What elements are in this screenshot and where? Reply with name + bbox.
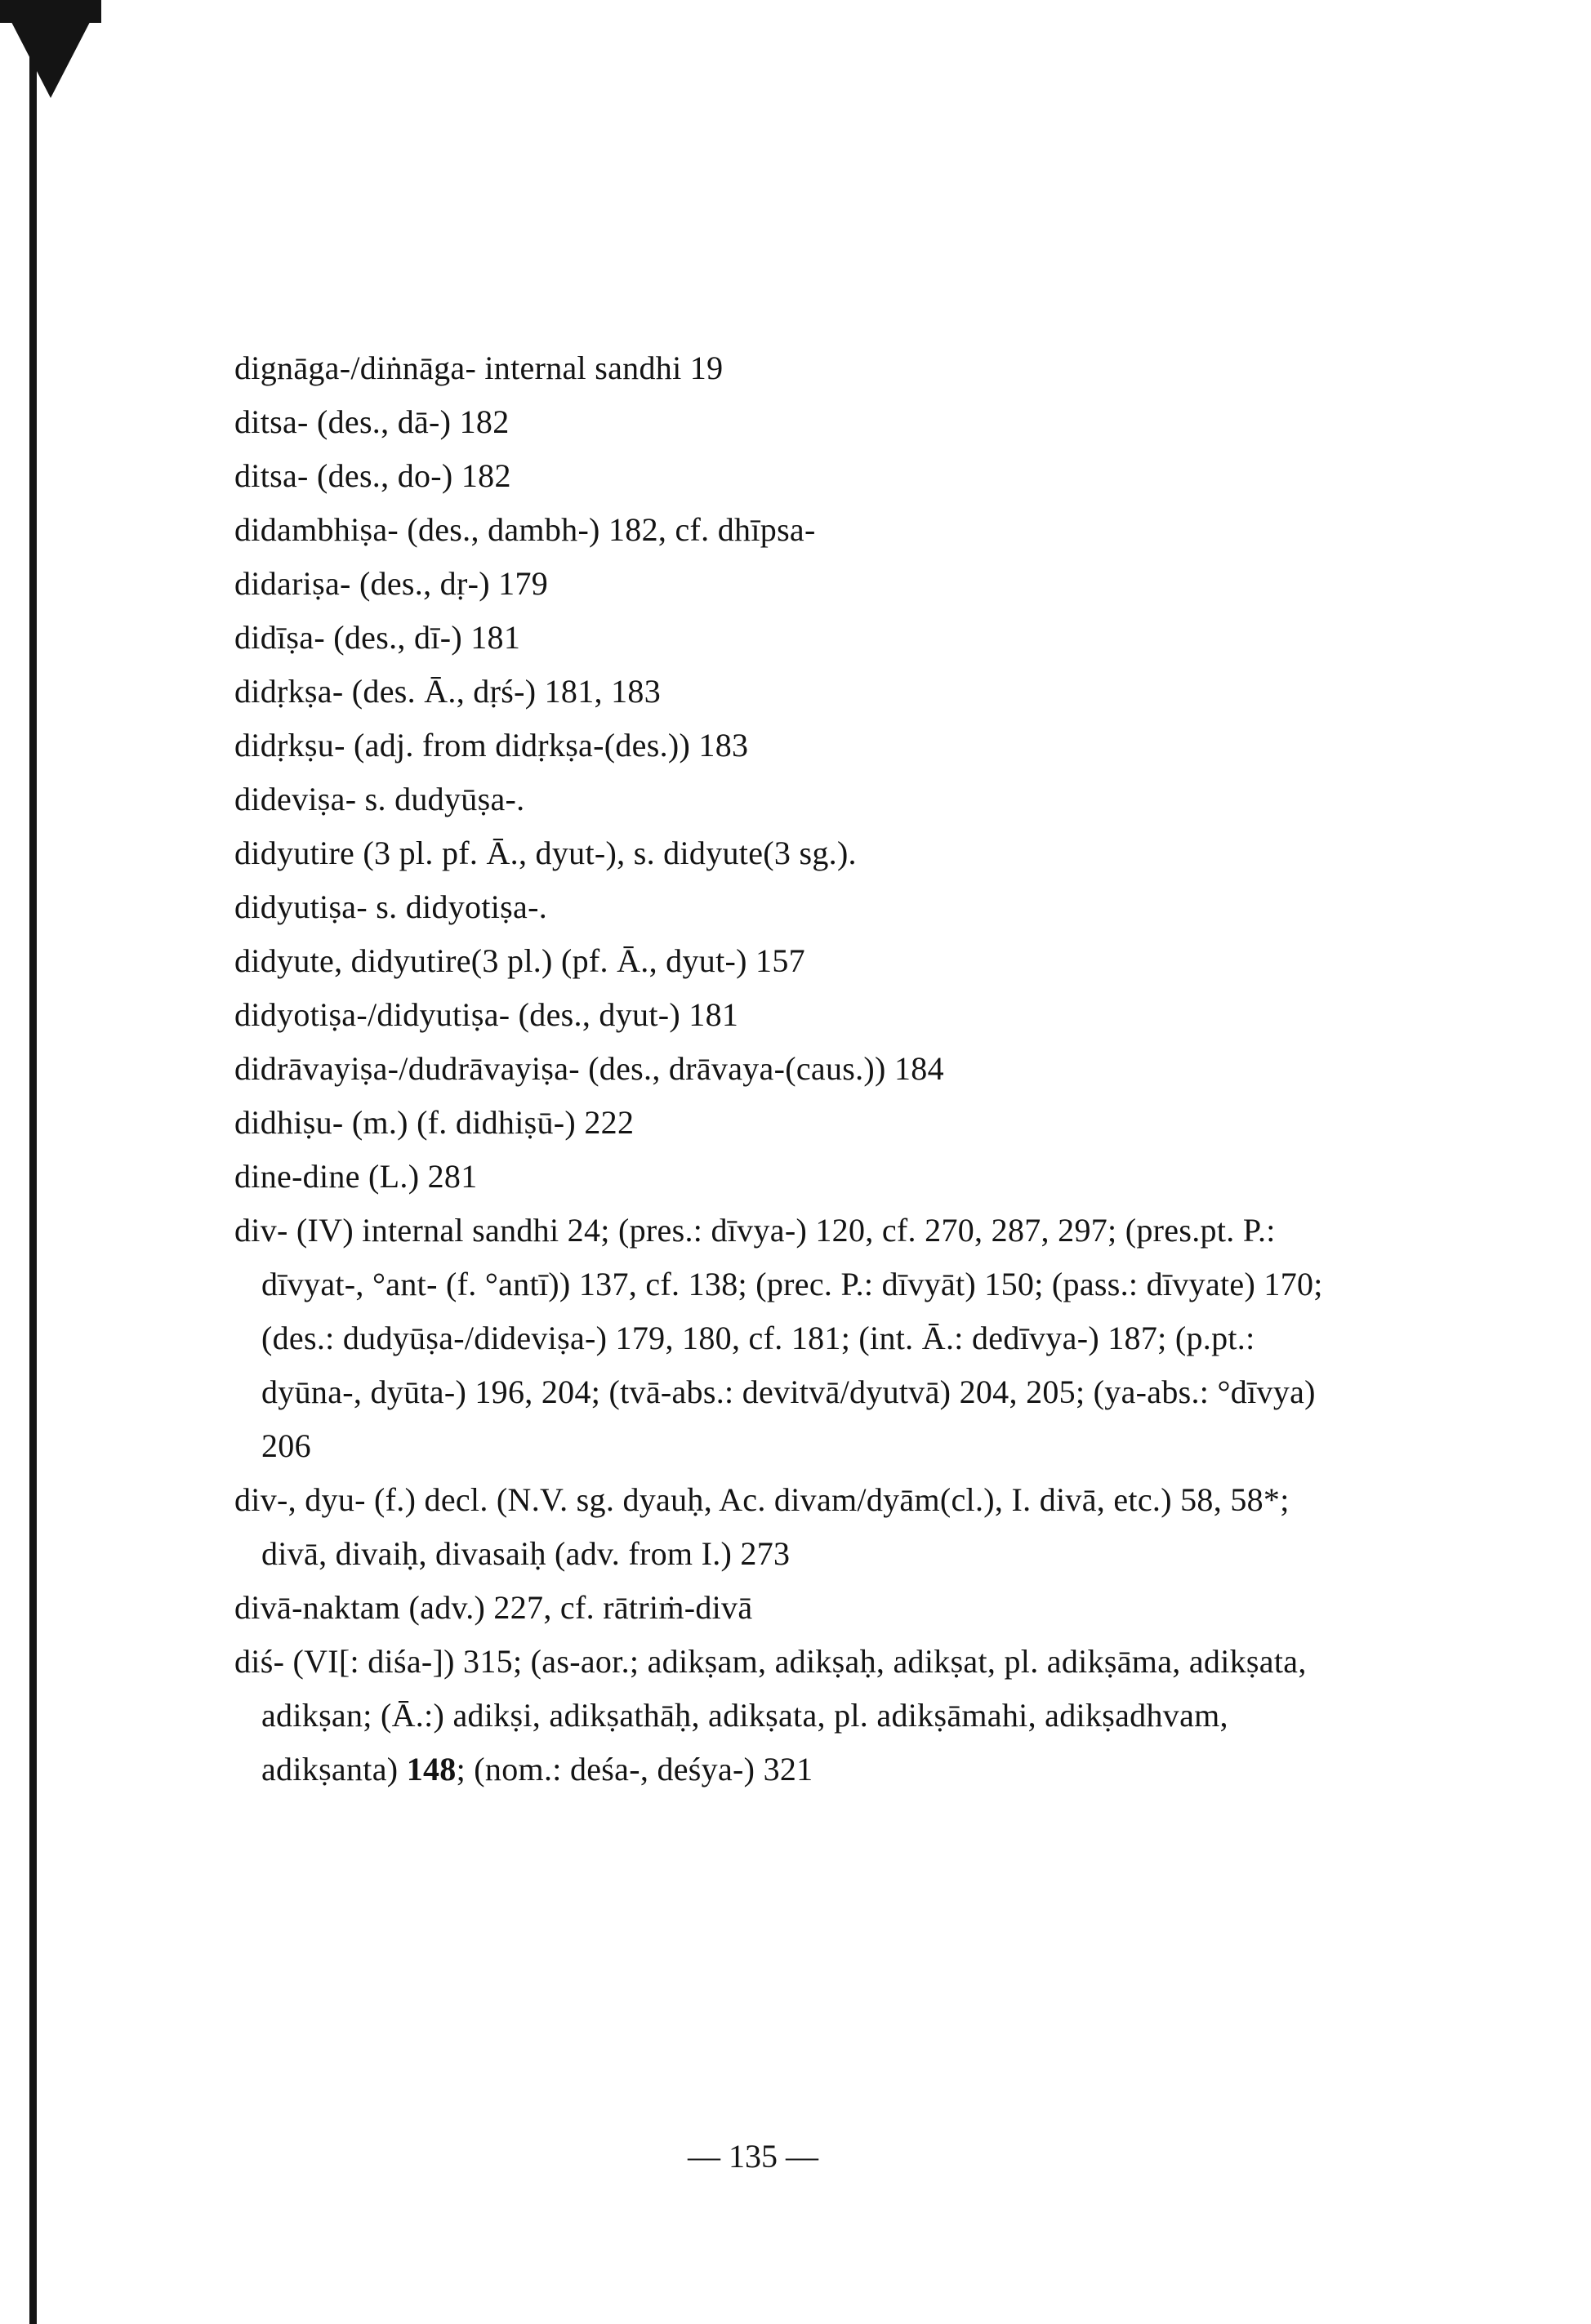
page-number: — 135 — (688, 2138, 818, 2175)
binding-edge-notch (0, 0, 101, 98)
index-entry: didṛkṣu- (adj. from didṛkṣa-(des.)) 183 (234, 727, 749, 764)
index-entry-list (234, 341, 1329, 1796)
index-entry: didīṣa- (des., dī-) 181 (234, 619, 521, 656)
index-entry: didariṣa- (des., dṛ-) 179 (234, 565, 549, 602)
entry-text: diś- (VI[: diśa-]) 315; (as-aor.; adikṣam, adikṣaḥ, adikṣat, pl. adikṣāma, adikṣata, adikṣan; (Ā.:) adikṣi, adikṣathāḥ, adikṣata, pl. adikṣāmahi, adikṣadhvam, adikṣanta) (234, 1643, 1307, 1788)
index-entry: didhiṣu- (m.) (f. didhiṣū-) 222 (234, 1104, 635, 1141)
index-entry: dine-dine (L.) 281 (234, 1158, 478, 1195)
index-entry: dignāga-/diṅnāga- internal sandhi 19 (234, 349, 724, 386)
index-entry: divā-naktam (adv.) 227, cf. rātriṁ-divā (234, 1589, 753, 1626)
index-entry: didrāvayiṣa-/dudrāvayiṣa- (des., drāvaya-(caus.)) 184 (234, 1050, 944, 1087)
index-entry: didyutiṣa- s. didyotiṣa-. (234, 888, 548, 925)
index-entry: didyute, didyutire(3 pl.) (pf. Ā., dyut-) 157 (234, 942, 805, 979)
index-entry: didyotiṣa-/didyutiṣa- (des., dyut-) 181 (234, 996, 739, 1033)
index-entry: div-, dyu- (f.) decl. (N.V. sg. dyauḥ, Ac. divam/dyām(cl.), I. divā, etc.) 58, 58*; divā, divaiḥ, divasaiḥ (adv. from I.) 273 (234, 1481, 1290, 1572)
entry-text: ; (nom.: deśa-, deśya-) 321 (456, 1751, 813, 1788)
index-entry: ditsa- (des., do-) 182 (234, 457, 511, 494)
index-entry: didṛkṣa- (des. Ā., dṛś-) 181, 183 (234, 673, 662, 710)
index-entry-dis (234, 1635, 1329, 1796)
bold-page-reference: 148 (406, 1751, 457, 1788)
index-entry: div- (IV) internal sandhi 24; (pres.: dīvya-) 120, cf. 270, 287, 297; (pres.pt. P.: dīvyat-, °ant- (f. °antī)) 137, cf. 138; (prec. P.: dīvyāt) 150; (pass.: dīvyate) 170; (des.: dudyūṣa-/dideviṣa-) 179, 180, cf. 181; (int. Ā.: dedīvya-) 187; (p.pt.: dyūna-, dyūta-) 196, 204; (tvā-abs.: devitvā/dyutvā) 204, 205; (ya-abs.: °dīvya) 206 (234, 1212, 1323, 1464)
index-entry: dideviṣa- s. dudyūṣa-. (234, 781, 525, 817)
index-entry: didyutire (3 pl. pf. Ā., dyut-), s. didyute(3 sg.). (234, 835, 857, 871)
binding-edge (29, 49, 37, 2324)
index-entry: didambhiṣa- (des., dambh-) 182, cf. dhīpsa- (234, 511, 816, 548)
index-entry: ditsa- (des., dā-) 182 (234, 403, 510, 440)
